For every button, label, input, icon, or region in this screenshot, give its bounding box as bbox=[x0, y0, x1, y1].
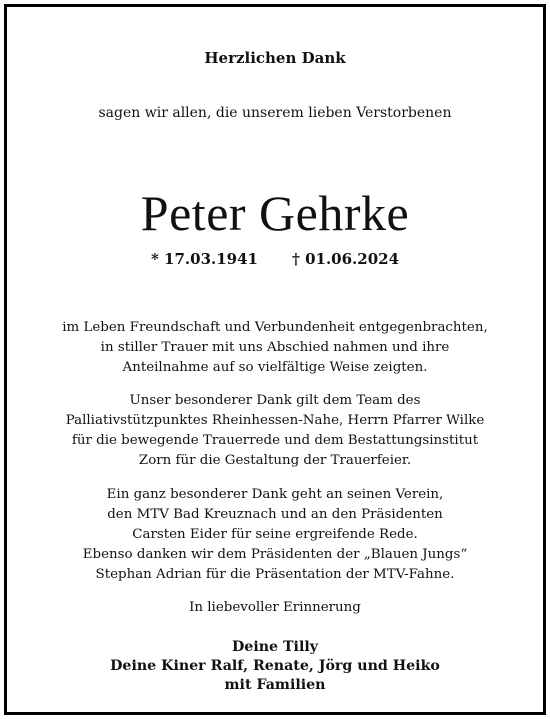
text-line: Unser besonderer Dank gilt dem Team des bbox=[129, 393, 421, 408]
text-line: im Leben Freundschaft und Verbundenheit entgegenbrachten, bbox=[62, 320, 488, 335]
text-line: Anteilnahme auf so vielfältige Weise zeigten. bbox=[122, 360, 428, 375]
signature-block bbox=[7, 638, 543, 695]
thanks-paragraph-3 bbox=[7, 485, 543, 585]
notice-heading: Herzlichen Dank bbox=[204, 49, 346, 67]
signature-line: mit Familien bbox=[224, 677, 326, 693]
life-dates bbox=[7, 250, 543, 268]
text-line: den MTV Bad Kreuznach und an den Präsidenten bbox=[107, 507, 443, 522]
text-line: in stiller Trauer mit uns Abschied nahmen und ihre bbox=[100, 340, 450, 355]
text-line: Ebenso danken wir dem Präsidenten der „Blauen Jungs“ bbox=[82, 547, 468, 562]
death-date: † 01.06.2024 bbox=[292, 250, 400, 268]
text-line: Carsten Eider für seine ergreifende Rede. bbox=[132, 527, 418, 542]
notice-intro: sagen wir allen, die unserem lieben Verstorbenen bbox=[98, 105, 452, 121]
signature-line: Deine Kiner Ralf, Renate, Jörg und Heiko bbox=[110, 658, 440, 674]
birth-date: * 17.03.1941 bbox=[150, 250, 258, 268]
text-line: für die bewegende Trauerrede und dem Bestattungsinstitut bbox=[71, 433, 479, 448]
thanks-paragraph-1 bbox=[7, 318, 543, 378]
text-line: Palliativstützpunktes Rheinhessen-Nahe, Herrn Pfarrer Wilke bbox=[65, 413, 485, 428]
thanks-paragraph-2 bbox=[7, 391, 543, 471]
signature-line: Deine Tilly bbox=[232, 639, 318, 655]
obituary-notice bbox=[4, 4, 546, 715]
text-line: Ein ganz besonderer Dank geht an seinen Verein, bbox=[106, 487, 444, 502]
text-line: Stephan Adrian für die Präsentation der MTV-Fahne. bbox=[95, 567, 455, 582]
closing-line: In liebevoller Erinnerung bbox=[189, 600, 361, 615]
deceased-name: Peter Gehrke bbox=[140, 185, 410, 241]
text-line: Zorn für die Gestaltung der Trauerfeier. bbox=[138, 453, 412, 468]
